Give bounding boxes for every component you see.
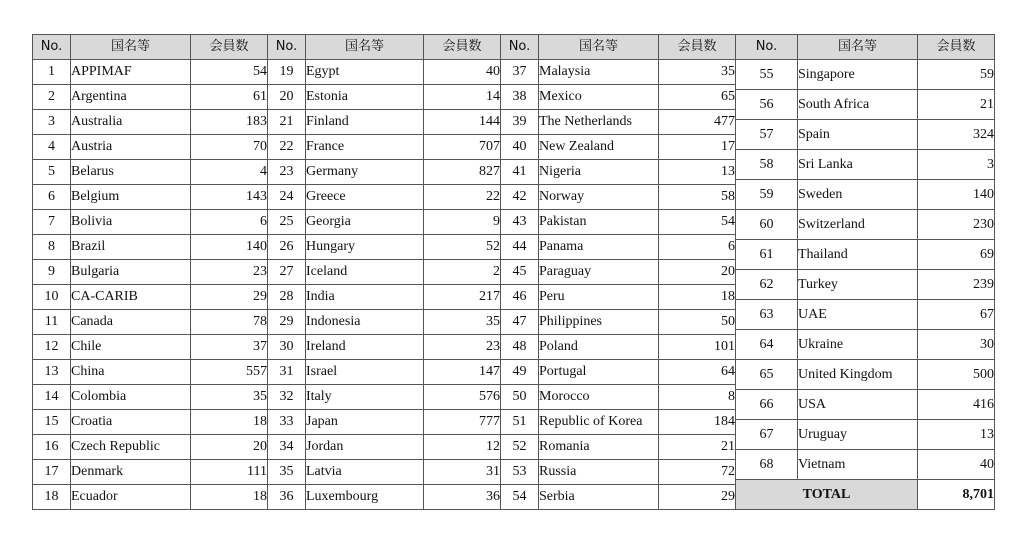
country-name: Malaysia [539, 60, 659, 85]
member-count: 13 [918, 420, 995, 450]
member-count: 29 [659, 485, 736, 510]
table-row [33, 360, 268, 385]
member-count: 29 [191, 285, 268, 310]
row-number: 42 [501, 185, 539, 210]
row-number: 44 [501, 235, 539, 260]
country-name: Spain [798, 120, 918, 150]
row-number: 51 [501, 410, 539, 435]
member-count: 18 [659, 285, 736, 310]
table-block-3 [500, 34, 736, 510]
country-name: Iceland [306, 260, 424, 285]
country-name: Bulgaria [71, 260, 191, 285]
row-number: 4 [33, 135, 71, 160]
row-number: 59 [736, 180, 798, 210]
member-count: 140 [191, 235, 268, 260]
table-row [501, 460, 736, 485]
table-row [268, 135, 501, 160]
table-block-4 [735, 34, 995, 510]
row-number: 65 [736, 360, 798, 390]
member-count: 8 [659, 385, 736, 410]
header-no: No. [736, 35, 798, 60]
row-number: 11 [33, 310, 71, 335]
country-name: Brazil [71, 235, 191, 260]
country-name: Georgia [306, 210, 424, 235]
member-count: 183 [191, 110, 268, 135]
country-name: Chile [71, 335, 191, 360]
country-name: Croatia [71, 410, 191, 435]
table-row [268, 85, 501, 110]
row-number: 53 [501, 460, 539, 485]
header-count: 会員数 [918, 35, 995, 60]
member-count: 707 [424, 135, 501, 160]
table-row [501, 85, 736, 110]
member-count: 6 [659, 235, 736, 260]
row-number: 5 [33, 160, 71, 185]
table-row [33, 410, 268, 435]
country-name: Indonesia [306, 310, 424, 335]
row-number: 9 [33, 260, 71, 285]
table-row [501, 60, 736, 85]
member-count: 59 [918, 60, 995, 90]
table-row [501, 310, 736, 335]
member-count: 3 [918, 150, 995, 180]
row-number: 63 [736, 300, 798, 330]
row-number: 47 [501, 310, 539, 335]
member-count: 40 [918, 450, 995, 480]
country-name: Luxembourg [306, 485, 424, 510]
member-count: 64 [659, 360, 736, 385]
member-count: 54 [191, 60, 268, 85]
country-name: Portugal [539, 360, 659, 385]
row-number: 28 [268, 285, 306, 310]
table-row [736, 180, 995, 210]
table-row [736, 120, 995, 150]
member-count: 69 [918, 240, 995, 270]
table-row [501, 360, 736, 385]
row-number: 21 [268, 110, 306, 135]
country-name: Paraguay [539, 260, 659, 285]
member-count: 35 [659, 60, 736, 85]
member-count: 22 [424, 185, 501, 210]
country-name: New Zealand [539, 135, 659, 160]
member-count: 140 [918, 180, 995, 210]
table-row [268, 285, 501, 310]
row-number: 8 [33, 235, 71, 260]
member-count: 416 [918, 390, 995, 420]
table-row [501, 260, 736, 285]
member-count: 17 [659, 135, 736, 160]
country-name: Poland [539, 335, 659, 360]
table-row [501, 285, 736, 310]
table-row [33, 160, 268, 185]
header-no: No. [501, 35, 539, 60]
row-number: 29 [268, 310, 306, 335]
country-name: Thailand [798, 240, 918, 270]
row-number: 58 [736, 150, 798, 180]
table-row [33, 285, 268, 310]
country-name: Philippines [539, 310, 659, 335]
row-number: 68 [736, 450, 798, 480]
country-name: Peru [539, 285, 659, 310]
country-name: Egypt [306, 60, 424, 85]
row-number: 18 [33, 485, 71, 510]
table-row [268, 385, 501, 410]
country-name: UAE [798, 300, 918, 330]
country-name: Republic of Korea [539, 410, 659, 435]
table-row [268, 110, 501, 135]
table-row [736, 360, 995, 390]
header-no: No. [33, 35, 71, 60]
member-count: 70 [191, 135, 268, 160]
table-row [268, 235, 501, 260]
header-name: 国名等 [798, 35, 918, 60]
country-name: Russia [539, 460, 659, 485]
table-row [736, 210, 995, 240]
row-number: 39 [501, 110, 539, 135]
country-name: CA-CARIB [71, 285, 191, 310]
table-row [736, 90, 995, 120]
country-name: Sweden [798, 180, 918, 210]
table-row [736, 60, 995, 90]
row-number: 16 [33, 435, 71, 460]
table-row [268, 335, 501, 360]
row-number: 34 [268, 435, 306, 460]
table-row [268, 160, 501, 185]
member-count: 143 [191, 185, 268, 210]
table-row [33, 110, 268, 135]
member-count: 54 [659, 210, 736, 235]
country-name: Japan [306, 410, 424, 435]
country-name: Ireland [306, 335, 424, 360]
row-number: 2 [33, 85, 71, 110]
table-row [736, 450, 995, 480]
header-name: 国名等 [306, 35, 424, 60]
country-name: Mexico [539, 85, 659, 110]
table-row [33, 435, 268, 460]
country-name: Ukraine [798, 330, 918, 360]
table-row [33, 135, 268, 160]
member-count: 20 [659, 260, 736, 285]
country-name: Australia [71, 110, 191, 135]
header-no: No. [268, 35, 306, 60]
row-number: 52 [501, 435, 539, 460]
member-count: 477 [659, 110, 736, 135]
member-count: 576 [424, 385, 501, 410]
member-count: 4 [191, 160, 268, 185]
row-number: 25 [268, 210, 306, 235]
member-count: 35 [191, 385, 268, 410]
row-number: 37 [501, 60, 539, 85]
country-name: Colombia [71, 385, 191, 410]
header-row [268, 35, 501, 60]
row-number: 67 [736, 420, 798, 450]
member-count: 239 [918, 270, 995, 300]
row-number: 13 [33, 360, 71, 385]
table-row [736, 420, 995, 450]
member-count: 36 [424, 485, 501, 510]
member-count: 500 [918, 360, 995, 390]
row-number: 20 [268, 85, 306, 110]
country-name: Sri Lanka [798, 150, 918, 180]
country-name: Norway [539, 185, 659, 210]
country-name: USA [798, 390, 918, 420]
country-name: Czech Republic [71, 435, 191, 460]
row-number: 61 [736, 240, 798, 270]
member-count: 6 [191, 210, 268, 235]
member-count: 777 [424, 410, 501, 435]
country-name: Jordan [306, 435, 424, 460]
country-name: Finland [306, 110, 424, 135]
row-number: 31 [268, 360, 306, 385]
row-number: 43 [501, 210, 539, 235]
row-number: 22 [268, 135, 306, 160]
row-number: 10 [33, 285, 71, 310]
row-number: 32 [268, 385, 306, 410]
country-name: Switzerland [798, 210, 918, 240]
country-name: Italy [306, 385, 424, 410]
member-count: 23 [424, 335, 501, 360]
country-name: Morocco [539, 385, 659, 410]
row-number: 23 [268, 160, 306, 185]
table-row [33, 85, 268, 110]
table-row [501, 485, 736, 510]
table-row [33, 335, 268, 360]
member-count: 184 [659, 410, 736, 435]
total-value: 8,701 [918, 480, 995, 510]
row-number: 17 [33, 460, 71, 485]
country-name: Romania [539, 435, 659, 460]
country-name: United Kingdom [798, 360, 918, 390]
member-count: 14 [424, 85, 501, 110]
country-name: South Africa [798, 90, 918, 120]
country-name: France [306, 135, 424, 160]
member-count: 61 [191, 85, 268, 110]
row-number: 3 [33, 110, 71, 135]
member-count: 827 [424, 160, 501, 185]
member-count: 557 [191, 360, 268, 385]
row-number: 24 [268, 185, 306, 210]
country-name: Greece [306, 185, 424, 210]
member-count: 2 [424, 260, 501, 285]
table-block-1 [32, 34, 268, 510]
member-count: 12 [424, 435, 501, 460]
row-number: 57 [736, 120, 798, 150]
row-number: 33 [268, 410, 306, 435]
table-row [268, 360, 501, 385]
country-name: India [306, 285, 424, 310]
table-row [736, 150, 995, 180]
table-row [33, 385, 268, 410]
table-row [268, 210, 501, 235]
header-count: 会員数 [191, 35, 268, 60]
country-name: Latvia [306, 460, 424, 485]
country-name: Israel [306, 360, 424, 385]
member-count: 58 [659, 185, 736, 210]
member-count: 23 [191, 260, 268, 285]
table-row [736, 270, 995, 300]
member-count: 144 [424, 110, 501, 135]
table-row [33, 210, 268, 235]
member-count: 31 [424, 460, 501, 485]
row-number: 62 [736, 270, 798, 300]
table-row [268, 435, 501, 460]
row-number: 19 [268, 60, 306, 85]
country-name: Bolivia [71, 210, 191, 235]
country-name: Argentina [71, 85, 191, 110]
member-count: 20 [191, 435, 268, 460]
table-row [33, 60, 268, 85]
country-name: Vietnam [798, 450, 918, 480]
member-count: 67 [918, 300, 995, 330]
row-number: 60 [736, 210, 798, 240]
member-count: 324 [918, 120, 995, 150]
total-label: TOTAL [736, 480, 918, 510]
table-row [501, 385, 736, 410]
member-count: 101 [659, 335, 736, 360]
table-row [501, 435, 736, 460]
table-block-2 [267, 34, 501, 510]
row-number: 40 [501, 135, 539, 160]
row-number: 50 [501, 385, 539, 410]
table-row [33, 485, 268, 510]
table-row [268, 460, 501, 485]
country-name: Serbia [539, 485, 659, 510]
country-name: Singapore [798, 60, 918, 90]
row-number: 64 [736, 330, 798, 360]
member-count: 147 [424, 360, 501, 385]
table-row [268, 60, 501, 85]
table-row [33, 185, 268, 210]
member-count: 78 [191, 310, 268, 335]
row-number: 1 [33, 60, 71, 85]
country-name: Ecuador [71, 485, 191, 510]
member-count: 230 [918, 210, 995, 240]
row-number: 6 [33, 185, 71, 210]
row-number: 35 [268, 460, 306, 485]
row-number: 55 [736, 60, 798, 90]
table-row [268, 185, 501, 210]
country-name: Pakistan [539, 210, 659, 235]
row-number: 48 [501, 335, 539, 360]
country-name: Canada [71, 310, 191, 335]
table-row [736, 300, 995, 330]
row-number: 56 [736, 90, 798, 120]
country-name: Estonia [306, 85, 424, 110]
country-name: China [71, 360, 191, 385]
table-row [501, 160, 736, 185]
row-number: 46 [501, 285, 539, 310]
membership-table [32, 34, 995, 510]
row-number: 7 [33, 210, 71, 235]
row-number: 66 [736, 390, 798, 420]
country-name: Austria [71, 135, 191, 160]
country-name: Hungary [306, 235, 424, 260]
table-row [268, 485, 501, 510]
header-row [33, 35, 268, 60]
row-number: 36 [268, 485, 306, 510]
member-count: 40 [424, 60, 501, 85]
country-name: Belgium [71, 185, 191, 210]
table-row [33, 260, 268, 285]
table-row [268, 410, 501, 435]
header-row [501, 35, 736, 60]
row-number: 30 [268, 335, 306, 360]
member-count: 217 [424, 285, 501, 310]
table-row [736, 390, 995, 420]
table-row [736, 240, 995, 270]
row-number: 49 [501, 360, 539, 385]
header-count: 会員数 [424, 35, 501, 60]
table-row [268, 310, 501, 335]
row-number: 41 [501, 160, 539, 185]
table-row [501, 135, 736, 160]
member-count: 111 [191, 460, 268, 485]
member-count: 72 [659, 460, 736, 485]
member-count: 9 [424, 210, 501, 235]
row-number: 26 [268, 235, 306, 260]
row-number: 27 [268, 260, 306, 285]
member-count: 30 [918, 330, 995, 360]
member-count: 13 [659, 160, 736, 185]
header-count: 会員数 [659, 35, 736, 60]
total-row [736, 480, 995, 510]
header-name: 国名等 [71, 35, 191, 60]
country-name: Belarus [71, 160, 191, 185]
table-row [268, 260, 501, 285]
member-count: 21 [659, 435, 736, 460]
table-row [501, 110, 736, 135]
member-count: 37 [191, 335, 268, 360]
country-name: Germany [306, 160, 424, 185]
row-number: 38 [501, 85, 539, 110]
country-name: Denmark [71, 460, 191, 485]
table-row [33, 310, 268, 335]
table-row [501, 410, 736, 435]
table-row [501, 335, 736, 360]
country-name: Panama [539, 235, 659, 260]
table-row [33, 460, 268, 485]
table-row [736, 330, 995, 360]
row-number: 14 [33, 385, 71, 410]
country-name: APPIMAF [71, 60, 191, 85]
table-row [501, 210, 736, 235]
member-count: 50 [659, 310, 736, 335]
row-number: 12 [33, 335, 71, 360]
member-count: 18 [191, 410, 268, 435]
member-count: 18 [191, 485, 268, 510]
header-name: 国名等 [539, 35, 659, 60]
country-name: The Netherlands [539, 110, 659, 135]
row-number: 45 [501, 260, 539, 285]
member-count: 65 [659, 85, 736, 110]
member-count: 52 [424, 235, 501, 260]
header-row [736, 35, 995, 60]
row-number: 15 [33, 410, 71, 435]
member-count: 35 [424, 310, 501, 335]
country-name: Turkey [798, 270, 918, 300]
table-row [33, 235, 268, 260]
table-row [501, 185, 736, 210]
country-name: Uruguay [798, 420, 918, 450]
row-number: 54 [501, 485, 539, 510]
country-name: Nigeria [539, 160, 659, 185]
member-count: 21 [918, 90, 995, 120]
table-row [501, 235, 736, 260]
